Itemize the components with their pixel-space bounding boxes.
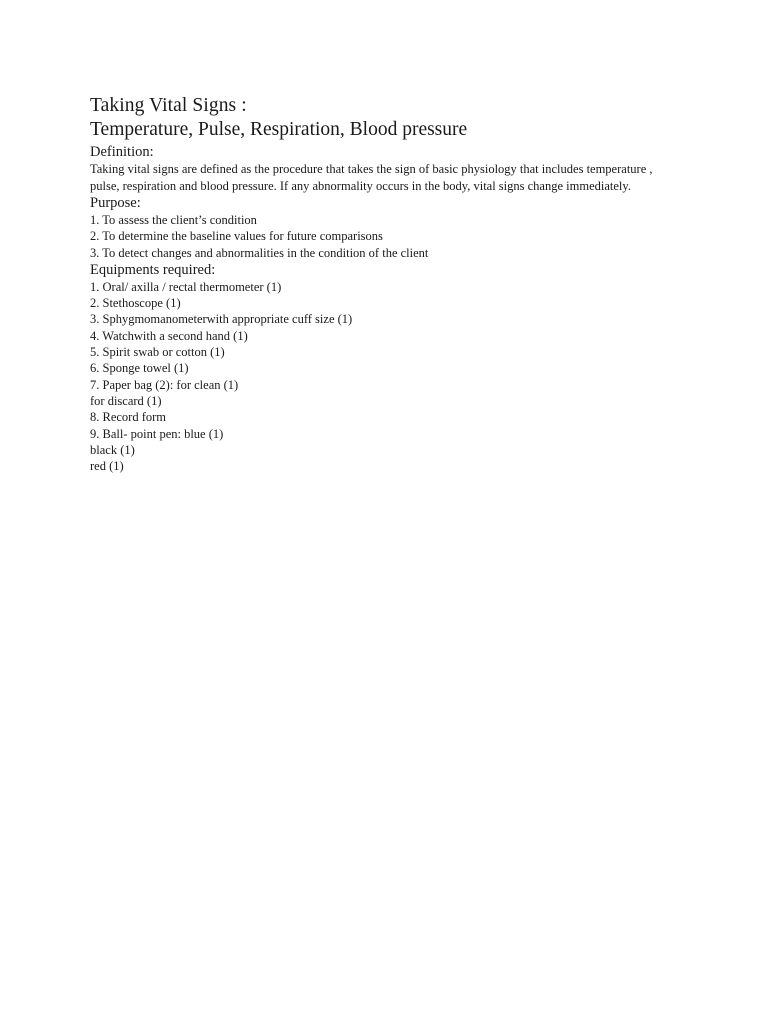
document-subtitle: Temperature, Pulse, Respiration, Blood pressure: [90, 119, 468, 140]
equipment-item: 8. Record form: [90, 410, 167, 425]
equipment-item: 3. Sphygmomanometerwith appropriate cuff size (1): [90, 312, 353, 327]
purpose-heading: Purpose:: [90, 195, 141, 211]
equipment-item: 7. Paper bag (2): for clean (1): [90, 377, 239, 392]
document-title: Taking Vital Signs :: [90, 95, 247, 116]
equipments-section: [90, 261, 690, 475]
equipment-item: 2. Stethoscope (1): [90, 296, 181, 311]
equipment-item: for discard (1): [90, 393, 162, 408]
equipment-item: 6. Sponge towel (1): [90, 361, 189, 376]
equipment-item: 5. Spirit swab or cotton (1): [90, 345, 225, 360]
equipments-heading: Equipments required:: [90, 261, 216, 278]
equipment-item: black (1): [90, 442, 135, 457]
equipment-item: 1. Oral/ axilla / rectal thermometer (1): [90, 279, 282, 294]
definition-section: [90, 143, 690, 194]
equipment-item: 4. Watchwith a second hand (1): [90, 328, 248, 343]
purpose-item: 2. To determine the baseline values for future comparisons: [90, 229, 383, 244]
purpose-item: 3. To detect changes and abnormalities in the condition of the client: [90, 245, 429, 260]
purpose-item: 1. To assess the client’s condition: [90, 213, 257, 227]
definition-heading: Definition:: [90, 144, 154, 160]
equipment-item: red (1): [90, 459, 124, 474]
definition-text: Taking vital signs are defined as the procedure that takes the sign of basic physiology that includes temperature , pulse, respiration and blood pressure. If any abnormality occurs in the body, vital signs change immediately.: [90, 162, 653, 193]
equipment-item: 9. Ball- point pen: blue (1): [90, 426, 224, 441]
purpose-section: [90, 194, 690, 261]
document-page: [90, 94, 690, 474]
